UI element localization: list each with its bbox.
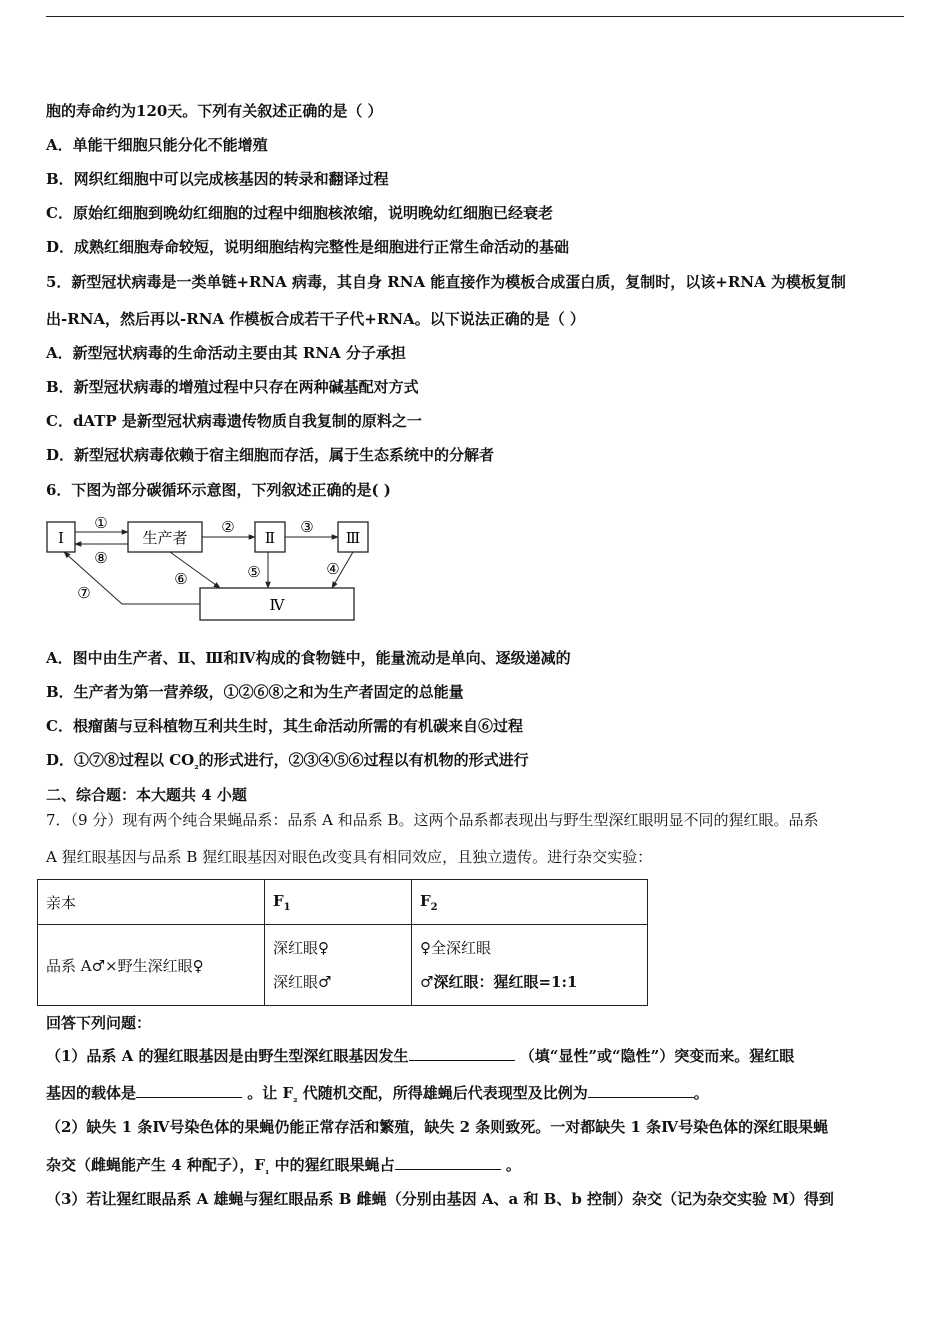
question-4-stem-end: 胞的寿命约为120天。下列有关叙述正确的是（ ）: [46, 102, 383, 120]
label-1: ①: [94, 514, 108, 532]
cell-f2: [412, 925, 648, 1006]
f1-male: 深红眼♂: [273, 973, 332, 991]
box-iv-label: Ⅳ: [269, 596, 285, 614]
carbon-cycle-diagram: [44, 512, 374, 624]
option-b: B．新型冠状病毒的增殖过程中只存在两种碱基配对方式: [46, 378, 419, 396]
question-7-stem-cont: A 猩红眼基因与品系 B 猩红眼基因对眼色改变具有相同效应，且独立遗传。进行杂交实验：: [46, 848, 653, 866]
cell-parent: 品系 A♂×野生深红眼♀: [38, 925, 265, 1006]
option-c: C．dATP 是新型冠状病毒遗传物质自我复制的原料之一: [46, 412, 422, 430]
q7-part-2: （2）缺失 1 条Ⅳ号染色体的果蝇仍能正常存活和繁殖，缺失 2 条则致死。一对都缺失 1 条Ⅳ号染色体的深红眼果蝇: [46, 1118, 829, 1136]
answer-prompt: 回答下列问题：: [46, 1014, 152, 1032]
question-6-stem: 6．下图为部分碳循环示意图，下列叙述正确的是( ): [46, 481, 391, 499]
header-f1: $F_1$: [265, 880, 412, 925]
option-b: B．网织红细胞中可以完成核基因的转录和翻译过程: [46, 170, 389, 188]
option-c: C．根瘤菌与豆科植物互利共生时，其生命活动所需的有机碳来自⑥过程: [46, 717, 523, 735]
answer-blank[interactable]: [136, 1083, 242, 1098]
option-a: A．单能干细胞只能分化不能增殖: [46, 136, 268, 154]
header-parent: 亲本: [38, 880, 265, 925]
label-4: ④: [326, 560, 340, 578]
option-d: D．①⑦⑧过程以 $CO_{_2}$的形式进行，②③④⑤⑥过程以有机物的形式进行: [46, 751, 529, 772]
box-ii-label: Ⅱ: [264, 529, 276, 547]
option-d: D．新型冠状病毒依赖于宿主细胞而存活，属于生态系统中的分解者: [46, 446, 495, 464]
option-a: A．图中由生产者、Ⅱ、Ⅲ和Ⅳ构成的食物链中，能量流动是单向、逐级递减的: [46, 649, 571, 667]
f2-female: ♀全深红眼: [420, 939, 491, 957]
label-2: ②: [221, 518, 235, 536]
table-row: [38, 925, 648, 1006]
label-6: ⑥: [174, 570, 188, 588]
box-i-label: Ⅰ: [58, 529, 64, 547]
header-rule: [46, 16, 904, 17]
option-a: A．新型冠状病毒的生命活动主要由其 RNA 分子承担: [46, 344, 406, 362]
answer-blank[interactable]: [588, 1083, 694, 1098]
q7-part-2-cont: 杂交（雌蝇能产生 4 种配子），$F_{_1}$ 中的猩红眼果蝇占 。: [46, 1156, 521, 1177]
option-c: C．原始红细胞到晚幼红细胞的过程中细胞核浓缩，说明晚幼红细胞已经衰老: [46, 204, 553, 222]
header-f2: $F_2$: [412, 880, 648, 925]
option-d: D．成熟红细胞寿命较短，说明细胞结构完整性是细胞进行正常生命活动的基础: [46, 238, 570, 256]
cell-f1: [265, 925, 412, 1006]
answer-blank[interactable]: [409, 1046, 515, 1061]
f1-female: 深红眼♀: [273, 939, 329, 957]
question-7-stem: 7．（9 分）现有两个纯合果蝇品系：品系 A 和品系 B。这两个品系都表现出与野生型深红眼明显不同的猩红眼。品系: [46, 811, 819, 829]
q7-part-3: （3）若让猩红眼品系 A 雄蝇与猩红眼品系 B 雌蝇（分别由基因 A、a 和 B、b 控制）杂交（记为杂交实验 M）得到: [46, 1190, 834, 1208]
q7-part-1-cont: 基因的载体是 。让 $F_{_2}$ 代随机交配，所得雄蝇后代表现型及比例为 。: [46, 1084, 709, 1105]
question-5-stem-cont: 出-RNA，然后再以-RNA 作模板合成若干子代+RNA。以下说法正确的是（ ）: [46, 310, 585, 328]
label-5: ⑤: [247, 563, 261, 581]
answer-blank[interactable]: [395, 1155, 501, 1170]
label-7: ⑦: [77, 584, 91, 602]
cross-table: [37, 879, 648, 1006]
label-8: ⑧: [94, 549, 108, 567]
box-iii-label: Ⅲ: [345, 529, 361, 547]
q7-part-1: （1）品系 A 的猩红眼基因是由野生型深红眼基因发生 （填“显性”或“隐性”）突变而来。猩红眼: [46, 1047, 795, 1065]
f2-male: ♂深红眼：猩红眼=1:1: [420, 973, 578, 991]
question-5-stem: 5．新型冠状病毒是一类单链+RNA 病毒，其自身 RNA 能直接作为模板合成蛋白质，复制时，以该+RNA 为模板复制: [46, 273, 846, 291]
section-heading: 二、综合题：本大题共 4 小题: [46, 786, 247, 804]
label-3: ③: [300, 518, 314, 536]
box-producer-label: 生产者: [142, 529, 188, 547]
option-b: B．生产者为第一营养级，①②⑥⑧之和为生产者固定的总能量: [46, 683, 464, 701]
table-header-row: [38, 880, 648, 925]
